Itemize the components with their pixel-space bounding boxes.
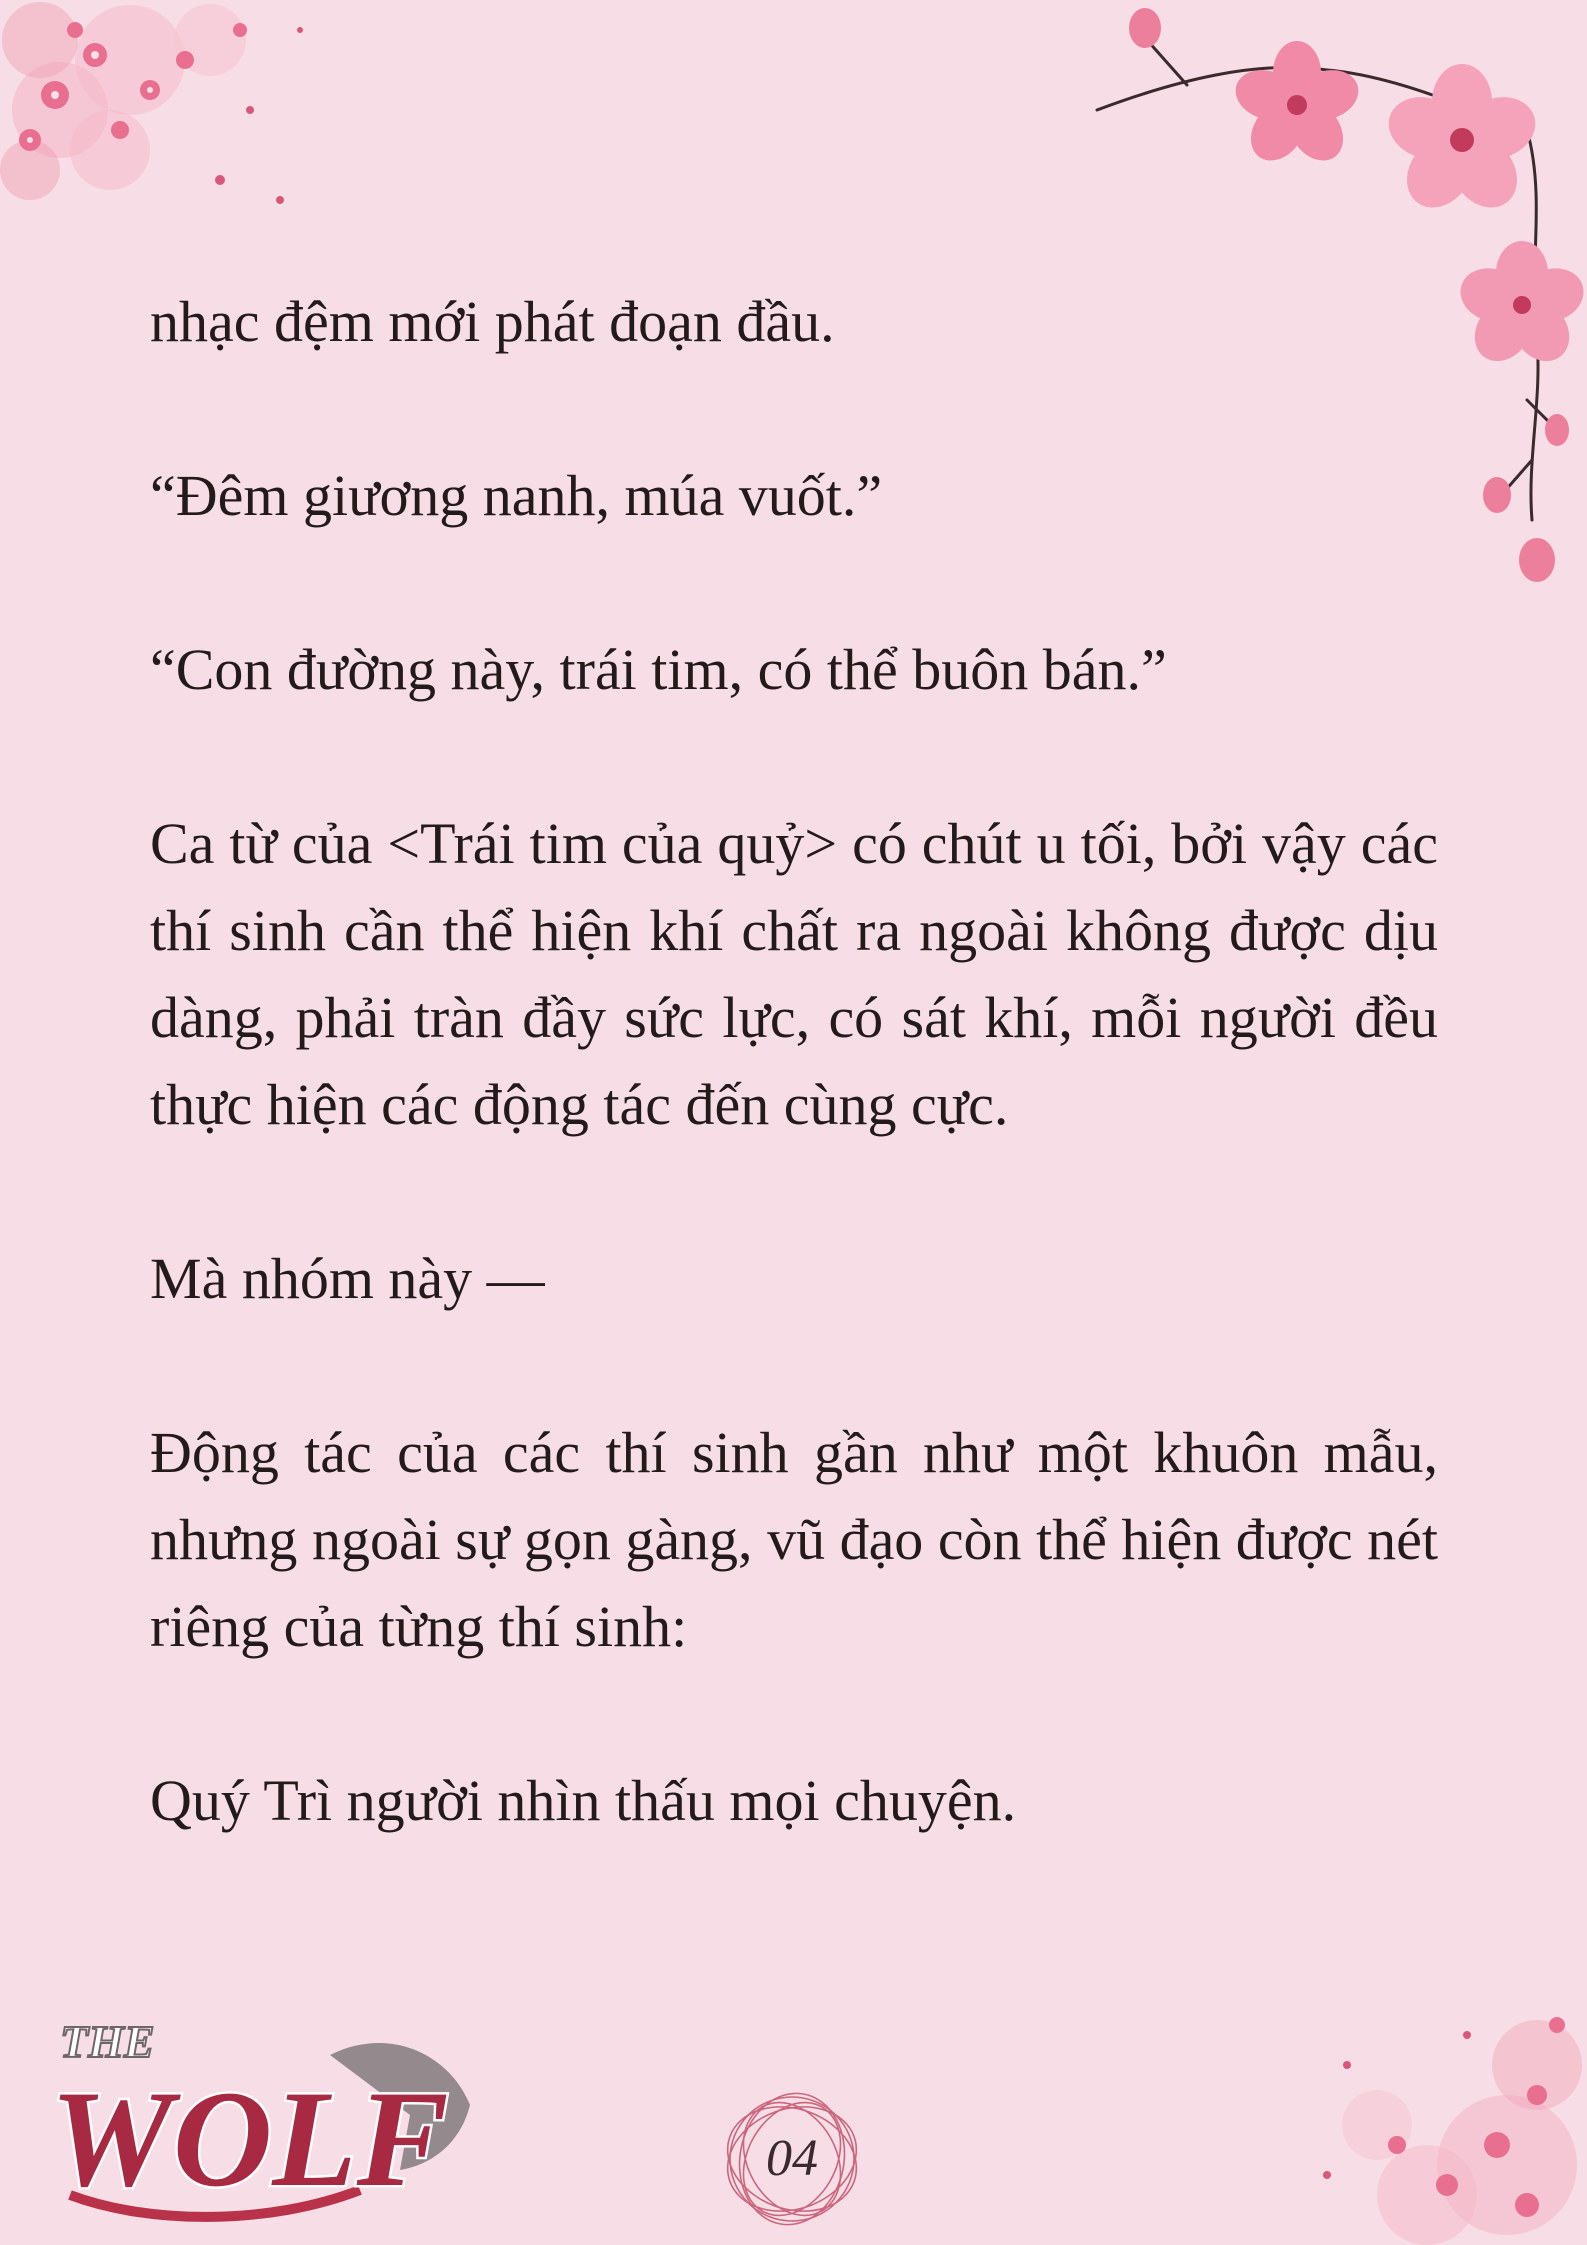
svg-text:WOLF: WOLF [50,2062,449,2215]
svg-text:THE: THE [60,2016,155,2067]
paragraph: nhạc đệm mới phát đoạn đầu. [150,289,835,354]
paragraph: “Đêm giương nanh, múa vuốt.” [150,463,883,528]
page-number: 04 [766,2130,818,2187]
flower-cluster-top-left-decoration [0,0,360,230]
page-number-badge [718,2085,866,2233]
paragraph: Mà nhóm này — [150,1246,545,1311]
paragraph: Ca từ của <Trái tim của quỷ> có chút u tối, bởi vậy các thí sinh cần thể hiện khí chất ra ngoài không được dịu dàng, phải tràn đầy sức lực, có sát khí, mỗi người đều thực hiện các động tác đến cùng cực. [150,811,1438,1137]
chapter-text [150,278,1438,1931]
paragraph: “Con đường này, trái tim, có thể buôn bán.” [150,637,1167,702]
flower-cluster-bottom-right-decoration [1287,1945,1587,2245]
paragraph: Quý Trì người nhìn thấu mọi chuyện. [150,1768,1017,1833]
paragraph: Động tác của các thí sinh gần như một khuôn mẫu, nhưng ngoài sự gọn gàng, vũ đạo còn thể hiện được nét riêng của từng thí sinh: [150,1420,1438,1659]
the-wolf-logo [30,1995,550,2225]
